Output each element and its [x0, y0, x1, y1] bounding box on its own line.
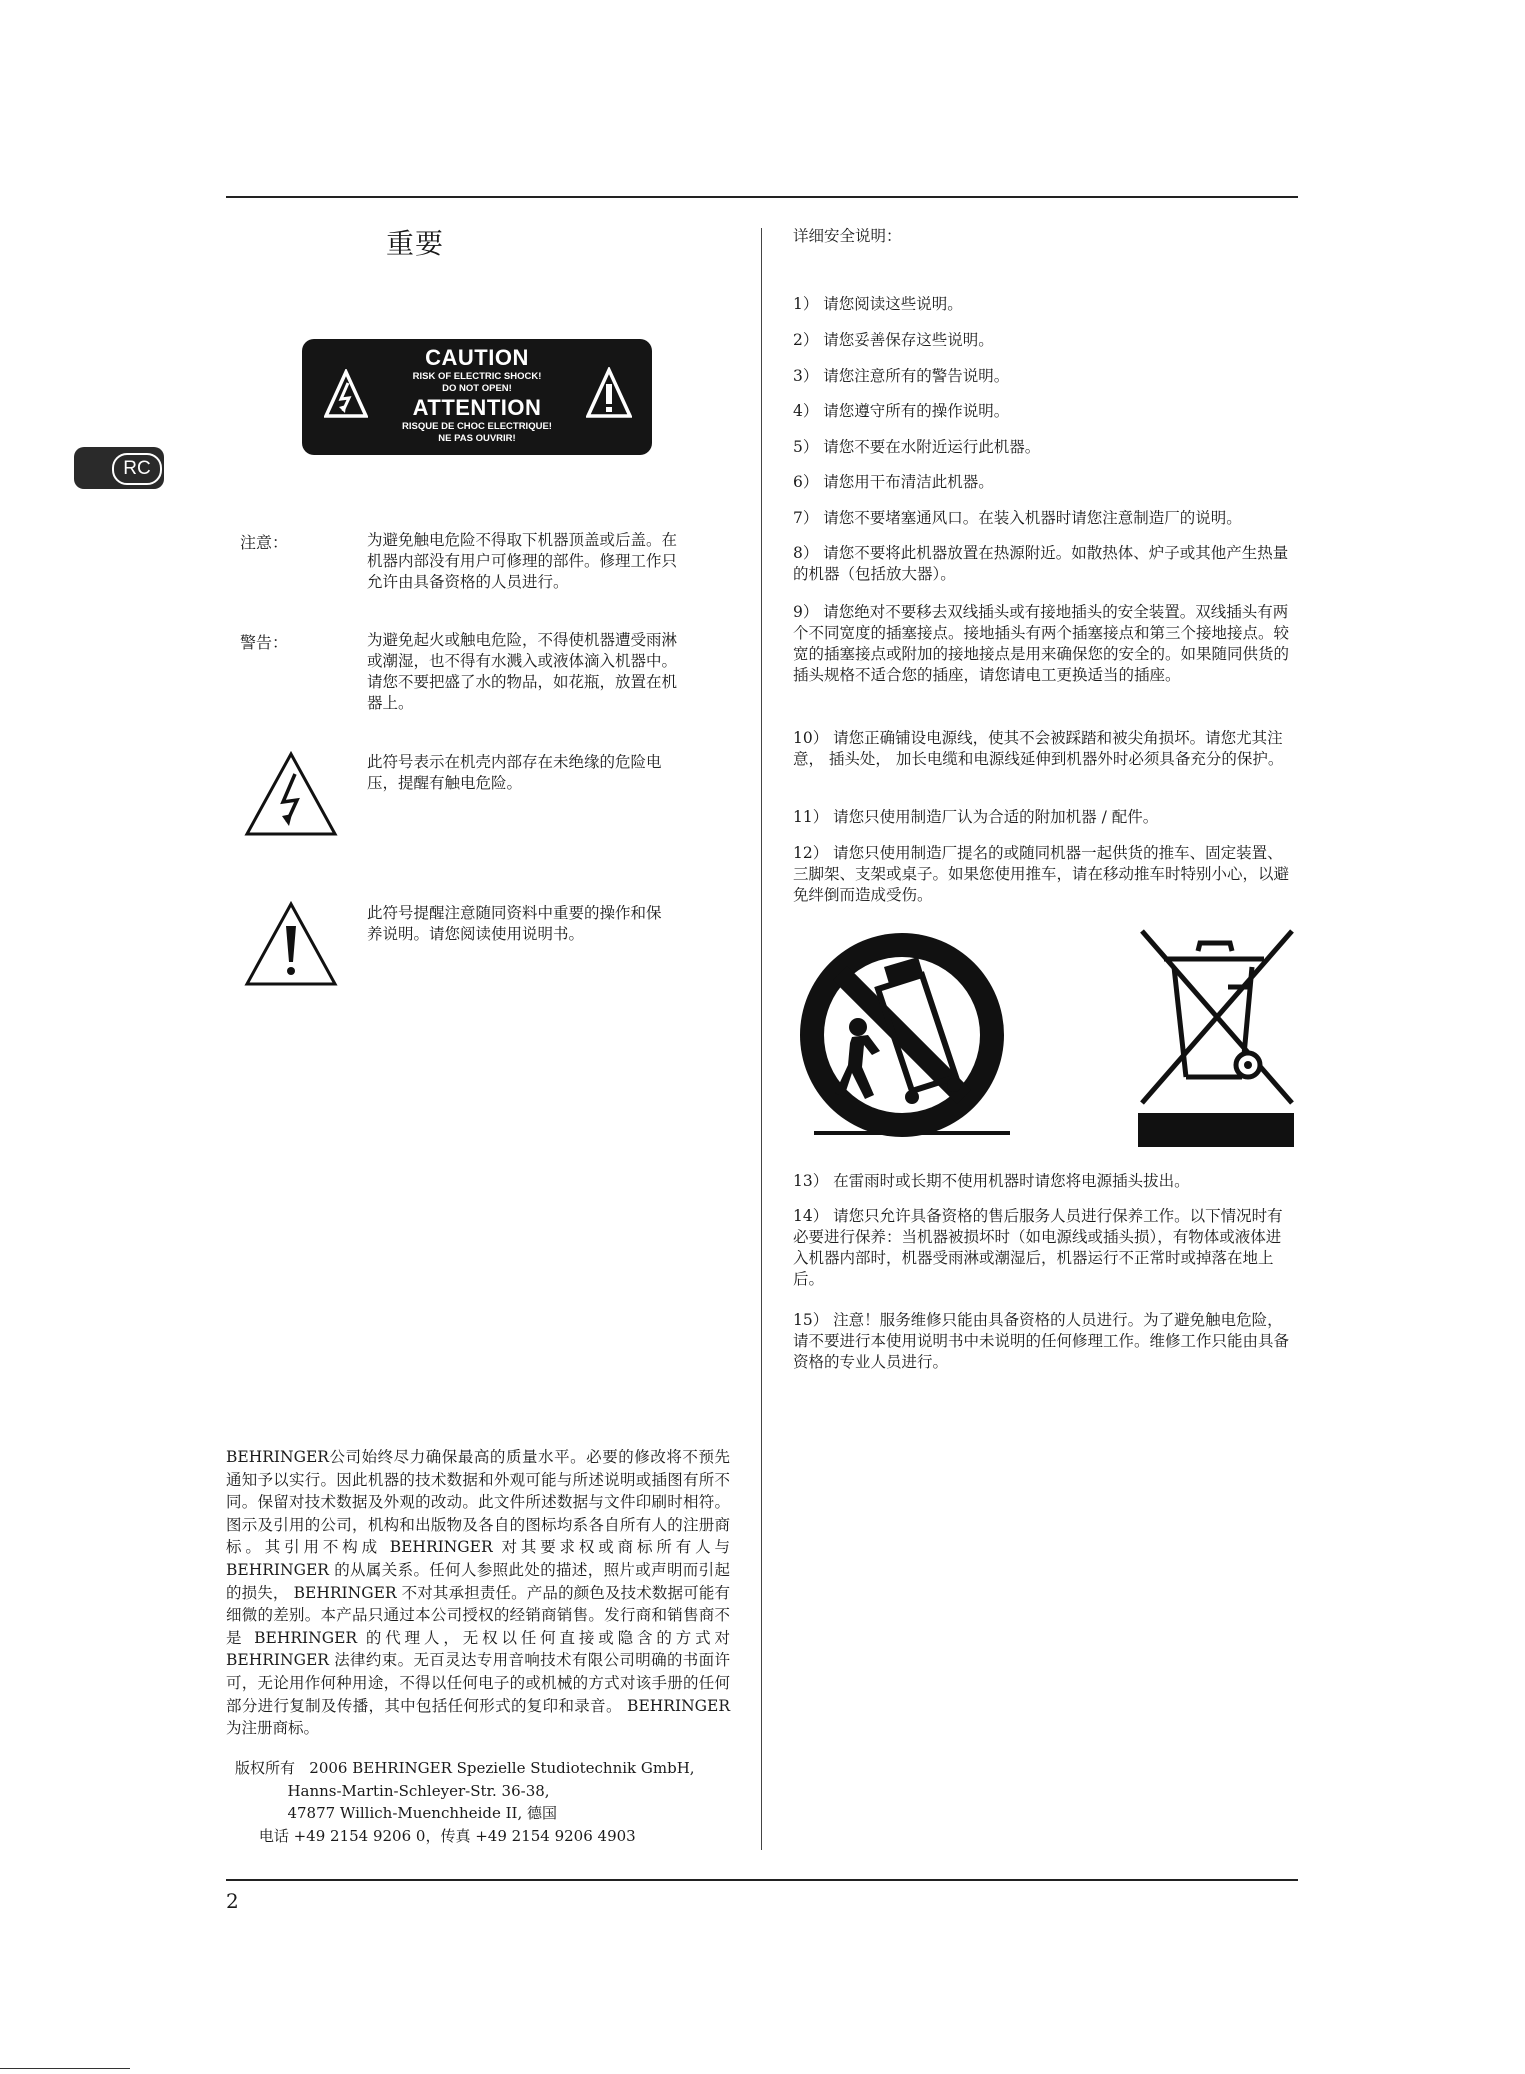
safety-item: 12） 请您只使用制造厂提名的或随同机器一起供货的推车、固定装置、三脚架、支架或桌子。如果您使用推车，请在移动推车时特别小心，以避免绊倒而造成受伤。	[793, 844, 1290, 904]
note-label: 注意：	[240, 533, 289, 552]
caution-sub-2: DO NOT OPEN!	[442, 383, 512, 394]
note-text: 为避免触电危险不得取下机器顶盖或后盖。在 机器内部没有用户可修理的部件。修理工作只 允许由具备资格的人员进行。	[367, 531, 678, 591]
caution-heading: CAUTION	[425, 345, 529, 370]
symbol2-text: 此符号提醒注意随同资料中重要的操作和保 养说明。请您阅读使用说明书。	[367, 904, 662, 943]
language-tab-label: RC	[112, 453, 162, 485]
safety-item: 7） 请您不要堵塞通风口。在装入机器时请您注意制造厂的说明。	[793, 509, 1242, 527]
page-number: 2	[226, 1889, 239, 1913]
copyright-line: 版权所有 2006 BEHRINGER Spezielle Studiotechnik GmbH,	[235, 1759, 695, 1777]
safety-item: 14） 请您只允许具备资格的售后服务人员进行保养工作。以下情况时有必要进行保养：当机器被损坏时（如电源线或插头损），有物体或液体进入机器内部时，机器受雨淋或潮湿后，机器运行不正常时或掉落在地上后。	[793, 1207, 1283, 1288]
cart-tipover-warning-icon	[792, 927, 1016, 1145]
safety-item: 6） 请您用干布清洁此机器。	[793, 473, 994, 491]
symbol1-text: 此符号表示在机壳内部存在未绝缘的危险电 压，提醒有触电危险。	[367, 753, 662, 792]
footer-divider	[0, 2068, 130, 2069]
attention-symbol-icon	[243, 900, 339, 988]
attention-sub-1: RISQUE DE CHOC ELECTRIQUE!	[402, 421, 552, 432]
copyright-line: 电话 +49 2154 9206 0，传真 +49 2154 9206 4903	[235, 1826, 636, 1845]
safety-item: 9） 请您绝对不要移去双线插头或有接地插头的安全装置。双线插头有两个不同宽度的插塞接点。接地插头有两个插塞接点和第三个接地接点。较宽的插塞接点或附加的接地接点是用来确保您的安全的。如果随同供货的插头规格不适合您的插座，请您请电工更换适当的插座。	[793, 603, 1290, 684]
column-divider	[761, 228, 762, 1850]
header-rule	[226, 196, 1298, 198]
safety-item: 13） 在雷雨时或长期不使用机器时请您将电源插头拔出。	[793, 1172, 1190, 1190]
page-title: 重要	[386, 227, 445, 260]
disclaimer-text: BEHRINGER公司始终尽力确保最高的质量水平。必要的修改将不预先通知予以实行。因此机器的技术数据和外观可能与所述说明或插图有所不同。保留对技术数据及外观的改动。此文件所述数据与文件印刷时相符。图示及引用的公司，机构和出版物及各自的图标均系各自所有人的注册商标。其引用不构成 BEHRINGER 对其要求权或商标所有人与 BEHRINGER 的从属关系。任何人参照此处的描述，照片或声明而引起的损失， BEHRINGER 不对其承担责任。产品的颜色及技术数据可能有细微的差别。本产品只通过本公司授权的经销商销售。发行商和销售商不是 BEHRINGER 的代理人，无权以任何直接或隐含的方式对 BEHRINGER 法律约束。无百灵达专用音响技术有限公司明确的书面许可，无论用作何种用途，不得以任何电子的或机械的方式对该手册的任何部分进行复制及传播，其中包括任何形式的复印和录音。 BEHRINGER 为注册商标。	[226, 1448, 730, 1738]
warning-label: 警告：	[240, 633, 289, 652]
copyright-block	[235, 1757, 745, 1847]
safety-item: 3） 请您注意所有的警告说明。	[793, 367, 1010, 385]
copyright-line: Hanns-Martin-Schleyer-Str. 36-38,	[235, 1781, 550, 1800]
safety-item: 8） 请您不要将此机器放置在热源附近。如散热体、炉子或其他产生热量的机器（包括放大器）。	[793, 544, 1289, 583]
safety-heading: 详细安全说明：	[793, 227, 902, 245]
electric-shock-symbol-icon	[243, 750, 339, 838]
footer-rule	[226, 1879, 1298, 1881]
language-tab	[74, 447, 164, 489]
caution-sub-1: RISK OF ELECTRIC SHOCK!	[412, 371, 542, 382]
safety-item: 15） 注意！服务维修只能由具备资格的人员进行。为了避免触电危险，请不要进行本使用说明书中未说明的任何修理工作。维修工作只能由具备资格的专业人员进行。	[793, 1311, 1290, 1371]
safety-item: 10） 请您正确铺设电源线，使其不会被踩踏和被尖角损坏。请您尤其注意， 插头处， 加长电缆和电源线延伸到机器外时必须具备充分的保护。	[793, 729, 1284, 768]
attention-sub-2: NE PAS OUVRIR!	[438, 433, 516, 444]
safety-item: 5） 请您不要在水附近运行此机器。	[793, 438, 1041, 456]
weee-crossed-bin-icon	[1138, 927, 1296, 1149]
safety-item: 4） 请您遵守所有的操作说明。	[793, 402, 1010, 420]
attention-heading: ATTENTION	[412, 395, 542, 420]
caution-sign	[302, 339, 652, 455]
safety-item: 1） 请您阅读这些说明。	[793, 295, 963, 313]
exclamation-triangle-icon	[586, 367, 632, 419]
copyright-line: 47877 Willich-Muenchheide II, 德国	[235, 1804, 557, 1822]
warning-text: 为避免起火或触电危险，不得使机器遭受雨淋 或潮湿，也不得有水溅入或液体滴入机器中。 请您不要把盛了水的物品，如花瓶，放置在机 器上。	[367, 631, 678, 712]
safety-item: 2） 请您妥善保存这些说明。	[793, 331, 994, 349]
safety-item: 11） 请您只使用制造厂认为合适的附加机器 / 配件。	[793, 808, 1159, 826]
